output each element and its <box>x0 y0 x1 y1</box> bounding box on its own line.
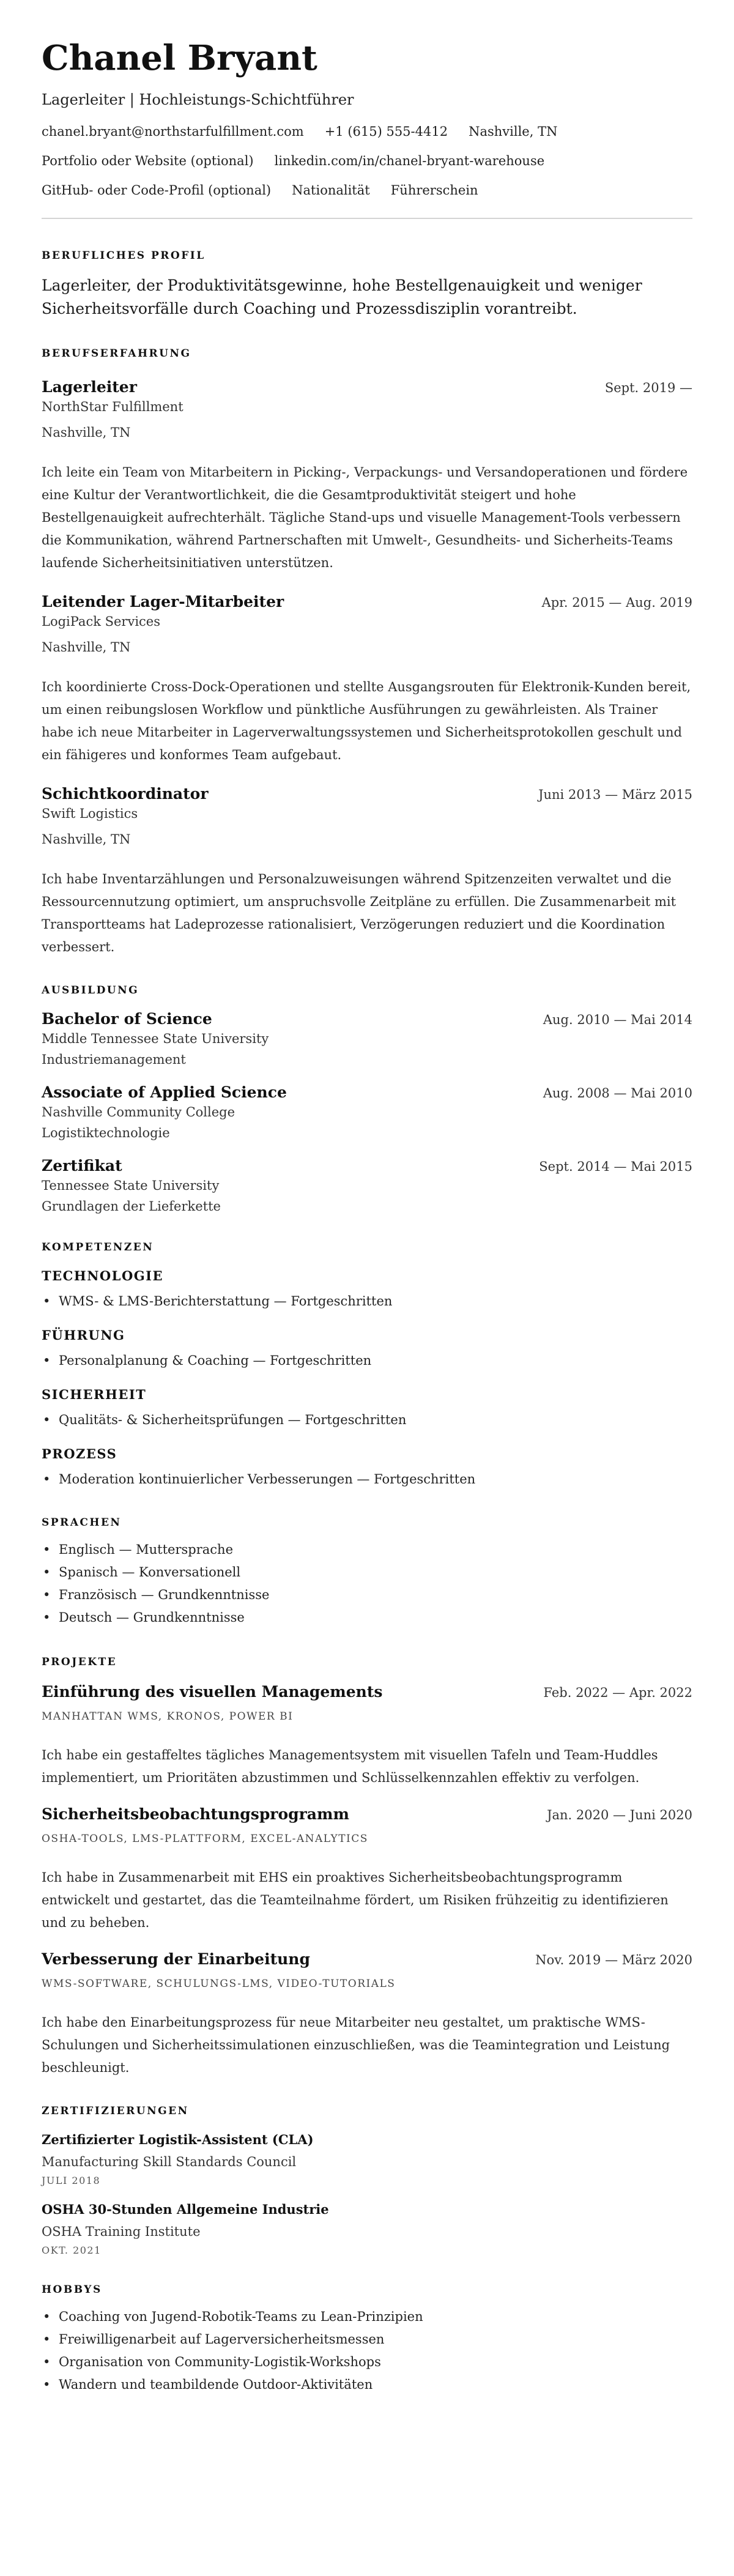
job-title: Leitender Lager-Mitarbeiter <box>42 593 284 611</box>
contact-license: Führerschein <box>390 183 478 198</box>
hobby-item: • Wandern und teambildende Outdoor-Aktivitäten <box>42 2374 692 2396</box>
project-date: Jan. 2020 — Juni 2020 <box>547 1808 692 1822</box>
school-name: Nashville Community College <box>42 1105 235 1119</box>
experience-item <box>42 784 692 959</box>
skills-title: KOMPETENZEN <box>42 1241 154 1253</box>
project-name: Verbesserung der Einarbeitung <box>42 1950 310 1968</box>
project-tech: WMS-SOFTWARE, SCHULUNGS-LMS, VIDEO-TUTORIALS <box>42 1978 396 1990</box>
language-item: • Englisch — Muttersprache <box>42 1539 692 1561</box>
job-company: LogiPack Services <box>42 614 161 629</box>
candidate-headline: Lagerleiter | Hochleistungs-Schichtführer <box>42 91 354 108</box>
job-title: Lagerleiter <box>42 378 137 396</box>
hobbies-section <box>42 2282 692 2396</box>
project-name: Einführung des visuellen Managements <box>42 1683 383 1701</box>
certification-issuer: OSHA Training Institute <box>42 2224 201 2239</box>
skill-group <box>42 1326 692 1372</box>
skill-item: • Qualitäts- & Sicherheitsprüfungen — Fortgeschritten <box>42 1409 692 1431</box>
project-item <box>42 1804 692 1934</box>
hobby-item: • Freiwilligenarbeit auf Lagerversicherheitsmessen <box>42 2328 692 2351</box>
contact-nationality: Nationalität <box>292 183 370 198</box>
education-title: AUSBILDUNG <box>42 984 139 997</box>
field-of-study: Grundlagen der Lieferkette <box>42 1199 221 1214</box>
skill-list <box>42 1468 692 1491</box>
education-item-header <box>42 1082 692 1103</box>
header-divider <box>42 218 692 219</box>
hobby-item: • Organisation von Community-Logistik-Workshops <box>42 2351 692 2374</box>
skill-item: • Moderation kontinuierlicher Verbesserungen — Fortgeschritten <box>42 1468 692 1491</box>
degree-title: Associate of Applied Science <box>42 1083 287 1101</box>
resume-header <box>42 37 692 199</box>
contact-linkedin[interactable]: linkedin.com/in/chanel-bryant-warehouse <box>274 154 545 168</box>
field-of-study: Logistiktechnologie <box>42 1126 170 1140</box>
certification-name: Zertifizierter Logistik-Assistent (CLA) <box>42 2132 314 2147</box>
summary-title: BERUFLICHES PROFIL <box>42 250 206 262</box>
hobbies-title: HOBBYS <box>42 2284 102 2296</box>
project-item-header <box>42 1949 692 1970</box>
certification-name: OSHA 30-Stunden Allgemeine Industrie <box>42 2202 329 2217</box>
degree-date: Aug. 2008 — Mai 2010 <box>543 1086 692 1101</box>
languages-section <box>42 1515 692 1629</box>
degree-title: Zertifikat <box>42 1157 122 1175</box>
skill-group <box>42 1386 692 1431</box>
projects-section <box>42 1655 692 2079</box>
job-date: Sept. 2019 — <box>604 380 692 395</box>
contact-location: Nashville, TN <box>469 124 558 139</box>
skill-category: FÜHRUNG <box>42 1327 125 1343</box>
project-item <box>42 1949 692 2079</box>
skill-category: PROZESS <box>42 1446 117 1461</box>
job-description: Ich koordinierte Cross-Dock-Operationen und stellte Ausgangsrouten für Elektronik-Kunden bereit, um einen reibungslosen Workflow und pünktliche Ausführungen zu gewährleisten. Als Trainer habe ich neue Mitarbeiter in Lagerverwaltungssystemen und Sicherheitsprotokollen geschult und ein fähigeres und konformes Team aufgebaut. <box>42 680 691 762</box>
experience-item <box>42 592 692 766</box>
certifications-title: ZERTIFIZIERUNGEN <box>42 2105 189 2117</box>
job-description: Ich habe Inventarzählungen und Personalzuweisungen während Spitzenzeiten verwaltet und die Ressourcennutzung optimiert, um anspruchsvolle Zeitpläne zu erfüllen. Die Zusammenarbeit mit Transportteams hat Ladeprozesse rationalisiert, Verzögerungen reduziert und die Koordination verbessert. <box>42 872 677 954</box>
contact-row-2 <box>42 152 692 170</box>
certification-item <box>42 2200 692 2258</box>
job-location: Nashville, TN <box>42 832 131 847</box>
certification-date: OKT. 2021 <box>42 2244 102 2256</box>
degree-title: Bachelor of Science <box>42 1010 212 1028</box>
languages-title: SPRACHEN <box>42 1516 122 1529</box>
education-item <box>42 1156 692 1216</box>
experience-section <box>42 346 692 959</box>
language-list <box>42 1539 692 1629</box>
project-date: Nov. 2019 — März 2020 <box>535 1953 692 1967</box>
language-item: • Spanisch — Konversationell <box>42 1561 692 1584</box>
project-description: Ich habe den Einarbeitungsprozess für neue Mitarbeiter neu gestaltet, um praktische WMS-Schulungen und Sicherheitssimulationen einzuschließen, was die Teamintegration und Leistung beschleunigt. <box>42 2015 670 2075</box>
project-item-header <box>42 1804 692 1825</box>
school-name: Middle Tennessee State University <box>42 1031 269 1046</box>
contact-portfolio[interactable]: Portfolio oder Website (optional) <box>42 154 254 168</box>
experience-title: BERUFSERFAHRUNG <box>42 347 191 360</box>
job-description: Ich leite ein Team von Mitarbeitern in Picking-, Verpackungs- und Versandoperationen und fördere eine Kultur der Verantwortlichkeit, die die Gesamtproduktivität steigert und hohe Bestellgenauigkeit aufrechterhält. Tägliche Stand-ups und visuelle Management-Tools verbessern die Kommunikation, während Partnerschaften mit Umwelt-, Gesundheits- und Sicherheits-Teams laufende Sicherheitsinitiativen unterstützen. <box>42 465 688 570</box>
experience-item-header <box>42 784 692 804</box>
job-date: Apr. 2015 — Aug. 2019 <box>541 595 692 610</box>
contact-github[interactable]: GitHub- oder Code-Profil (optional) <box>42 183 272 198</box>
contact-email[interactable]: chanel.bryant@northstarfulfillment.com <box>42 124 304 139</box>
skill-list <box>42 1409 692 1431</box>
job-location: Nashville, TN <box>42 640 131 655</box>
education-section <box>42 983 692 1216</box>
contact-row-3 <box>42 181 692 199</box>
job-title: Schichtkoordinator <box>42 785 209 803</box>
certification-item <box>42 2131 692 2188</box>
skill-item: • Personalplanung & Coaching — Fortgeschritten <box>42 1349 692 1372</box>
school-name: Tennessee State University <box>42 1178 220 1193</box>
projects-title: PROJEKTE <box>42 1656 117 1668</box>
experience-item <box>42 377 692 574</box>
job-company: NorthStar Fulfillment <box>42 399 184 414</box>
education-item-header <box>42 1156 692 1176</box>
contact-phone[interactable]: +1 (615) 555-4412 <box>324 124 448 139</box>
education-item <box>42 1082 692 1142</box>
certification-issuer: Manufacturing Skill Standards Council <box>42 2155 297 2169</box>
project-description: Ich habe in Zusammenarbeit mit EHS ein proaktives Sicherheitsbeobachtungsprogramm entwickelt und gestartet, das die Teamteilnahme fördert, um Risiken frühzeitig zu identifizieren und zu beheben. <box>42 1870 669 1930</box>
project-item-header <box>42 1682 692 1702</box>
hobby-list <box>42 2306 692 2396</box>
experience-item-header <box>42 592 692 612</box>
language-item: • Deutsch — Grundkenntnisse <box>42 1606 692 1629</box>
job-location: Nashville, TN <box>42 425 131 440</box>
job-company: Swift Logistics <box>42 806 138 821</box>
summary-text: Lagerleiter, der Produktivitätsgewinne, hohe Bestellgenauigkeit und weniger Sicherheitsvorfälle durch Coaching und Prozessdisziplin vorantreibt. <box>42 277 642 317</box>
skill-list <box>42 1349 692 1372</box>
language-item: • Französisch — Grundkenntnisse <box>42 1584 692 1606</box>
skill-category: SICHERHEIT <box>42 1387 147 1402</box>
project-tech: OSHA-TOOLS, LMS-PLATTFORM, EXCEL-ANALYTICS <box>42 1833 368 1845</box>
experience-item-header <box>42 377 692 398</box>
project-item <box>42 1682 692 1789</box>
field-of-study: Industriemanagement <box>42 1052 186 1067</box>
skill-item: • WMS- & LMS-Berichterstattung — Fortgeschritten <box>42 1290 692 1313</box>
skill-group <box>42 1267 692 1313</box>
candidate-name: Chanel Bryant <box>42 38 317 78</box>
skill-group <box>42 1445 692 1491</box>
skill-category: TECHNOLOGIE <box>42 1268 163 1283</box>
degree-date: Sept. 2014 — Mai 2015 <box>539 1159 692 1174</box>
certifications-section <box>42 2104 692 2258</box>
hobby-item: • Coaching von Jugend-Robotik-Teams zu Lean-Prinzipien <box>42 2306 692 2328</box>
degree-date: Aug. 2010 — Mai 2014 <box>543 1012 692 1027</box>
skills-section <box>42 1240 692 1491</box>
skill-list <box>42 1290 692 1313</box>
certification-date: JULI 2018 <box>42 2175 101 2186</box>
project-tech: MANHATTAN WMS, KRONOS, POWER BI <box>42 1710 294 1723</box>
education-item-header <box>42 1009 692 1030</box>
project-date: Feb. 2022 — Apr. 2022 <box>543 1685 692 1700</box>
education-item <box>42 1009 692 1069</box>
contact-row-1 <box>42 122 692 141</box>
summary-section <box>42 248 692 321</box>
project-name: Sicherheitsbeobachtungsprogramm <box>42 1805 349 1823</box>
project-description: Ich habe ein gestaffeltes tägliches Managementsystem mit visuellen Tafeln und Team-Huddles implementiert, um Prioritäten abzustimmen und Schlüsselkennzahlen effektiv zu verfolgen. <box>42 1748 658 1785</box>
job-date: Juni 2013 — März 2015 <box>538 787 692 802</box>
